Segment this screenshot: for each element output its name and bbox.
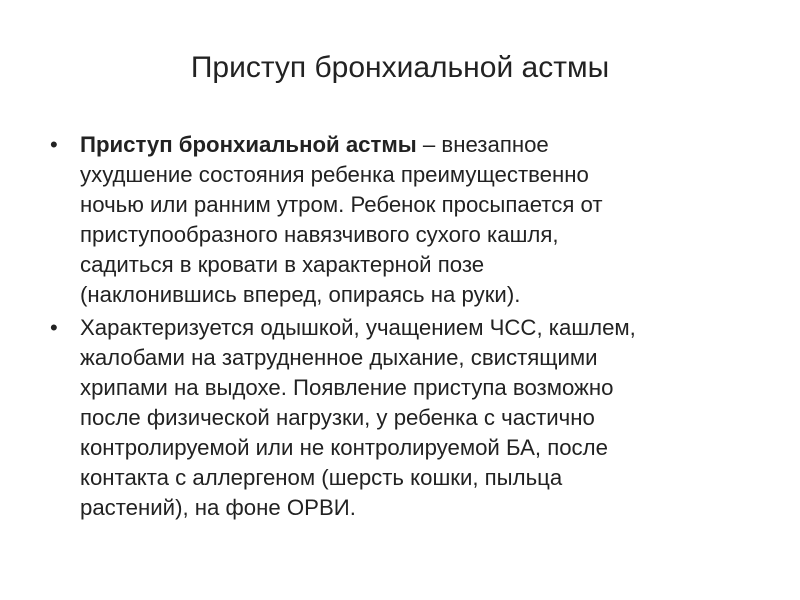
bullet-line: контролируемой или не контролируемой БА, после xyxy=(80,434,608,460)
bullet-icon: • xyxy=(50,314,58,340)
bullet-item-definition xyxy=(50,130,770,311)
bullet-line: ночью или ранним утром. Ребенок просыпается от xyxy=(80,192,603,218)
bullet-line: Характеризуется одышкой, учащением ЧСС, кашлем, xyxy=(80,314,636,340)
bullet-line: (наклонившись вперед, опираясь на руки). xyxy=(80,282,521,308)
slide-title: Приступ бронхиальной астмы xyxy=(190,51,610,84)
bullet-list xyxy=(50,130,770,525)
bullet-lead-term: Приступ бронхиальной астмы xyxy=(80,132,417,157)
bullet-text: – внезапное xyxy=(416,132,549,157)
bullet-line: приступообразного навязчивого сухого кашля, xyxy=(80,222,559,248)
bullet-icon: • xyxy=(50,132,58,157)
bullet-line: растений), на фоне ОРВИ. xyxy=(80,495,356,521)
bullet-line: контакта с аллергеном (шерсть кошки, пыльца xyxy=(80,465,563,491)
bullet-item-symptoms xyxy=(50,313,770,524)
bullet-line: после физической нагрузки, у ребенка с частично xyxy=(80,404,595,430)
bullet-line: ухудшение состояния ребенка преимущественно xyxy=(80,162,589,188)
bullet-line: садиться в кровати в характерной позе xyxy=(80,252,485,278)
bullet-line xyxy=(80,130,770,160)
bullet-line: хрипами на выдохе. Появление приступа возможно xyxy=(80,374,614,400)
bullet-line: жалобами на затрудненное дыхание, свистящими xyxy=(80,344,598,370)
